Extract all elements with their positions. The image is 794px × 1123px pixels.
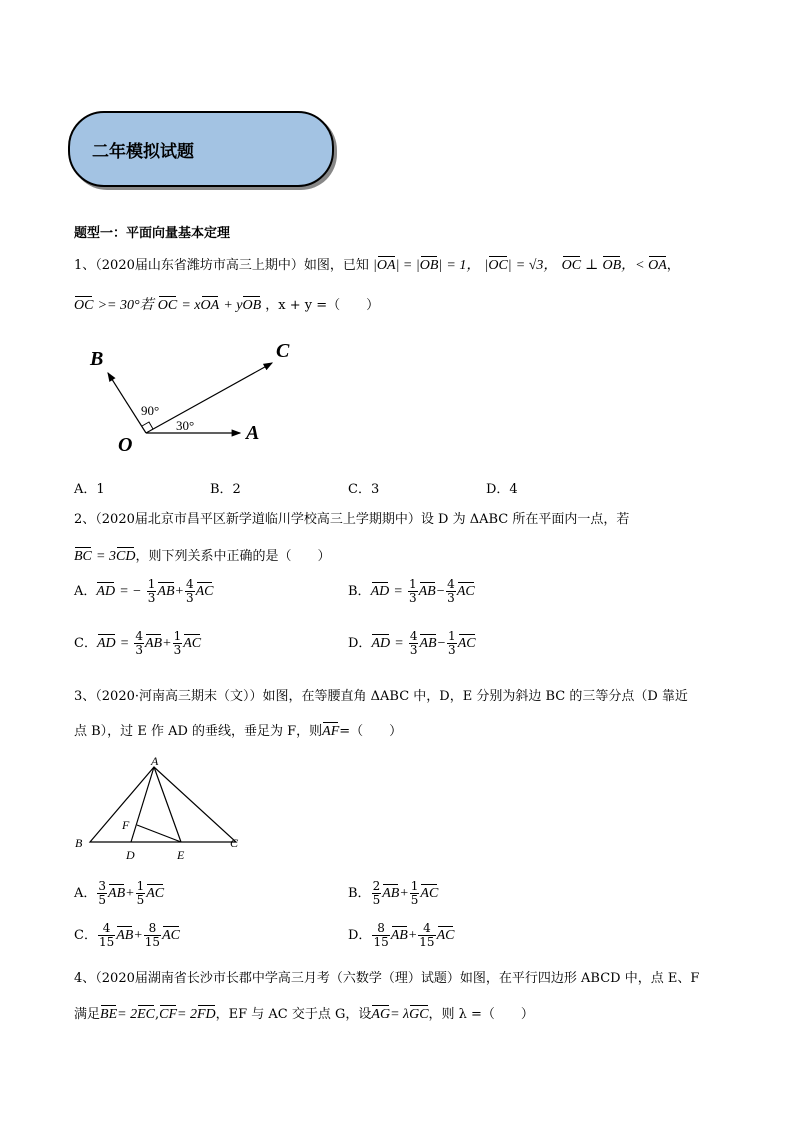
vec-cd: CD xyxy=(115,549,136,564)
q2-line1 xyxy=(74,508,629,527)
right-angle-mark xyxy=(142,422,153,429)
comma: ， xyxy=(666,258,680,273)
q2-cond: = 3 xyxy=(96,549,116,564)
vec-ob: OB xyxy=(419,258,439,273)
angle-open: ，< xyxy=(621,258,649,273)
label-f: F xyxy=(122,818,130,832)
label-90: 90° xyxy=(141,403,160,418)
q2-text: 设 D 为 ΔABC 所在平面内一点，若 xyxy=(420,512,630,527)
section-heading: 题型一：平面向量基本定理 xyxy=(74,226,231,241)
label-c: C xyxy=(276,340,290,362)
q4-line2: 满足BE= 2EC,CF= 2FD，EF 与 AC 交于点 G，设AG= λGC，则 λ =（ ） xyxy=(74,1007,534,1022)
q3-number: 3、 xyxy=(74,689,96,704)
q2-option-c[interactable]: C．AD = $\frac{4}{3}$ AB+ $\frac{1}{3}$ AC xyxy=(74,629,202,657)
q1-eq1: = 1， xyxy=(446,258,481,273)
q2-option-b[interactable]: B．AD = $\frac{1}{3}$ AB− $\frac{4}{3}$ AC xyxy=(348,577,475,605)
vec-oc: OC xyxy=(157,298,178,313)
vec-fd: FD xyxy=(196,1007,216,1022)
q1-number: 1、 xyxy=(74,258,96,273)
label-a: A xyxy=(151,755,159,768)
vec-bc: BC xyxy=(74,549,92,564)
vec-af: AF xyxy=(322,724,340,739)
q2-tail: ，则下列关系中正确的是（ ） xyxy=(135,549,331,564)
q4-number: 4、 xyxy=(74,971,96,986)
q3-source: （2020·河南高三期末（文）） xyxy=(95,689,263,704)
q1-tail: ，x + y =（ ） xyxy=(265,298,380,313)
label-d: D xyxy=(126,848,135,862)
vec-ec: EC xyxy=(137,1007,155,1022)
q4-cond2: = 2 xyxy=(177,1007,197,1022)
label-a: A xyxy=(246,422,260,444)
q3-option-d[interactable]: D． $\frac{8}{15}$ AB+ $\frac{4}{15}$ AC xyxy=(348,921,455,949)
q4-text2: 满足 xyxy=(74,1007,101,1022)
q3-option-a[interactable]: A． $\frac{3}{5}$ AB+ $\frac{1}{5}$ AC xyxy=(74,879,165,907)
q1-option-a[interactable]: A．1 xyxy=(74,482,105,497)
vec-ag: AG xyxy=(371,1007,391,1022)
banner-title: 二年模拟试题 xyxy=(92,142,194,162)
q4-cond1: = 2 xyxy=(117,1007,138,1022)
vec-be: BE xyxy=(100,1007,118,1022)
q3-line1 xyxy=(74,685,688,704)
q4-line1 xyxy=(74,967,699,986)
vec-oa: OA xyxy=(200,298,220,313)
label-30: 30° xyxy=(176,418,195,433)
label-b: B xyxy=(90,348,104,370)
vec-oa: OA xyxy=(648,258,667,273)
vec-ob: OB xyxy=(242,298,262,313)
q2-source: （2020届北京市昌平区新学道临川学校高三上学期期中） xyxy=(95,512,421,527)
q2-number: 2、 xyxy=(74,512,96,527)
segment-ae xyxy=(154,767,181,842)
q3-text2: 点 B），过 E 作 AD 的垂线，垂足为 F，则 xyxy=(74,724,323,739)
perp-symbol: ⊥ xyxy=(585,258,599,273)
q4-text1: 如图，在平行四边形 ABCD 中，点 E、F xyxy=(459,971,700,986)
q2-line2 xyxy=(74,545,330,565)
q1-text: 如图，已知 xyxy=(303,258,369,273)
q3-text1: 如图，在等腰直角 ΔABC 中，D，E 分别为斜边 BC 的三等分点（D 靠近 xyxy=(262,689,688,704)
segment-fe xyxy=(137,825,181,842)
q3-option-b[interactable]: B． $\frac{2}{5}$ AB+ $\frac{1}{5}$ AC xyxy=(348,879,439,907)
vec-gc: GC xyxy=(409,1007,429,1022)
decomp: = x xyxy=(181,298,201,313)
q1-line2 xyxy=(74,294,379,314)
q4-tail: ，则 λ =（ ） xyxy=(428,1007,534,1022)
q1-source: （2020届山东省潍坊市高三上期中） xyxy=(95,258,304,273)
vec-oa: OA xyxy=(376,258,396,273)
vec-cf: CF xyxy=(159,1007,177,1022)
q2-option-d[interactable]: D．AD = $\frac{4}{3}$ AB− $\frac{1}{3}$ AC xyxy=(348,629,476,657)
label-b: B xyxy=(75,836,83,850)
vec-oc: OC xyxy=(74,298,94,313)
plus-y: + y xyxy=(223,298,243,313)
q3-triangle-figure xyxy=(70,755,250,867)
angle-close: >= 30°若 xyxy=(97,298,154,313)
section-banner xyxy=(68,111,334,187)
q4-mid: ，EF 与 AC 交于点 G，设 xyxy=(215,1007,372,1022)
vec-oc: OC xyxy=(561,258,582,273)
q1-option-c[interactable]: C．3 xyxy=(348,482,380,497)
q4-source: （2020届湖南省长沙市长郡中学高三月考（六数学（理）试题） xyxy=(95,971,460,986)
q2-option-a[interactable]: A．AD = − $\frac{1}{3}$ AB+ $\frac{4}{3}$ AC xyxy=(74,577,214,605)
q3-option-c[interactable]: C． $\frac{4}{15}$ AB+ $\frac{8}{15}$ AC xyxy=(74,921,180,949)
label-e: E xyxy=(177,848,185,862)
triangle-abc xyxy=(90,767,236,842)
q3-tail: =（ ） xyxy=(339,724,403,739)
vec-oc: OC xyxy=(488,258,508,273)
q1-option-b[interactable]: B．2 xyxy=(210,482,241,497)
q1-abs-oc: = √3， xyxy=(515,258,558,273)
q3-line2 xyxy=(74,720,402,740)
vec-ob: OB xyxy=(602,258,622,273)
q1-line1: 1、（2020届山东省潍坊市高三上期中）如图，已知 |OA| = |OB| = 1， |OC| = √3， OC ⊥ OB，< OA， xyxy=(74,258,680,273)
label-o: O xyxy=(118,434,133,456)
q1-vector-figure xyxy=(80,335,310,460)
q1-option-d[interactable]: D．4 xyxy=(486,482,518,497)
q4-lambda: = λ xyxy=(390,1007,410,1022)
label-c: C xyxy=(230,836,239,850)
